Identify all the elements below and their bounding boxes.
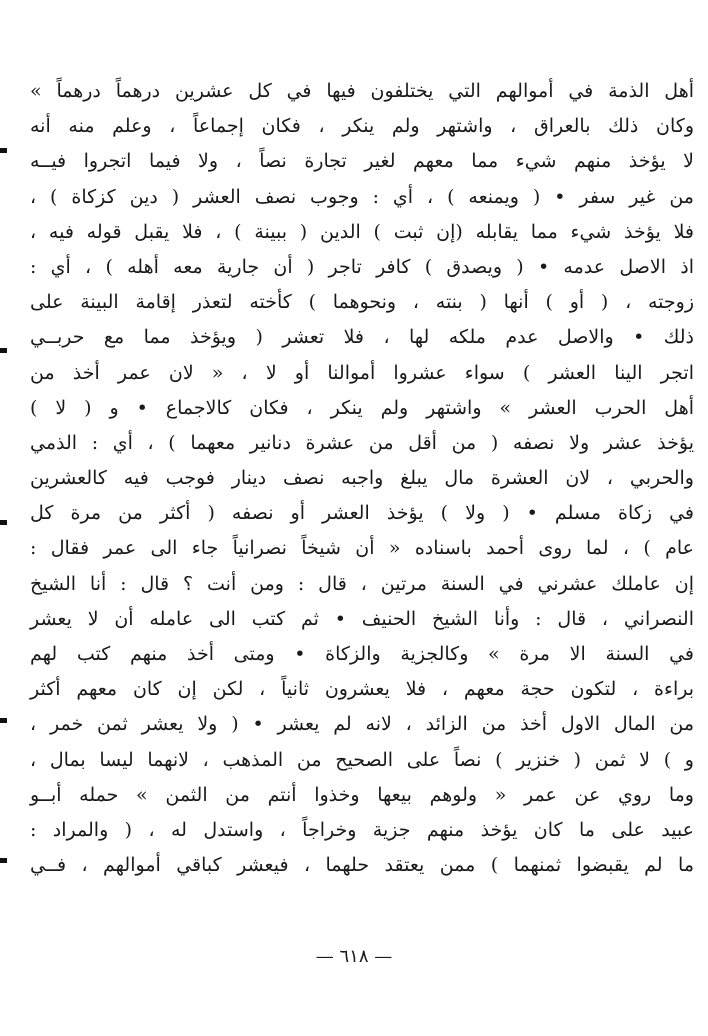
text-line-17: في السنة الا مرة » وكالجزية والزكاة • ومتى أخذ منهم كتب لهم bbox=[30, 643, 694, 665]
margin-mark bbox=[0, 348, 7, 353]
text-line-22: عبيد على ما كان يؤخذ منهم جزية وخراجاً ، واستدل له ، ( والمراد : bbox=[30, 818, 694, 841]
text-line-18: براءة ، لتكون حجة معهم ، فلا يعشرون ثانياً ، لكن إن كان معهم أكثر bbox=[30, 678, 694, 701]
text-line-8: ذلك • والاصل عدم ملكه لها ، فلا تعشر ( ويؤخذ مما مع حربــي bbox=[30, 326, 694, 349]
margin-mark bbox=[0, 858, 7, 863]
text-line-2: وكان ذلك بالعراق ، واشتهر ولم ينكر ، فكان إجماعاً ، وعلم منه أنه bbox=[30, 115, 694, 138]
text-line-5: فلا يؤخذ شيء مما يقابله (إن ثبت ) الدين ( ببينة ) ، فلا يقبل قوله فيه ، bbox=[30, 220, 694, 243]
text-line-3: لا يؤخذ منهم شيء مما معهم لغير تجارة نصاً ، ولا فيما اتجروا فيــه bbox=[30, 150, 694, 173]
text-line-16: النصراني ، قال : وأنا الشيخ الحنيف • ثم كتب الى عامله أن لا يعشر bbox=[30, 607, 694, 630]
text-line-21: وما روي عن عمر « ولوهم بيعها وخذوا أنتم من الثمن » حمله أبــو bbox=[30, 783, 694, 806]
text-line-19: من المال الاول أخذ من الزائد ، لانه لم يعشر • ( ولا يعشر ثمن خمر ، bbox=[30, 713, 694, 736]
text-line-7: زوجته ، ( أو ) أنها ( بنته ، ونحوهما ) كأخته لتعذر إقامة البينة على bbox=[30, 291, 694, 314]
page-number: — ٦١٨ — bbox=[315, 946, 393, 967]
text-line-20: و ) لا ثمن ( خنزير ) نصاً على الصحيح من المذهب ، لانهما ليسا بمال ، bbox=[30, 748, 694, 771]
text-line-11: يؤخذ عشر ولا نصفه ( من أقل من عشرة دنانير معهما ) ، أي : الذمي bbox=[30, 431, 694, 454]
margin-mark bbox=[0, 718, 7, 723]
text-line-13: في زكاة مسلم • ( ولا ) يؤخذ العشر أو نصفه ( أكثر من مرة كل bbox=[30, 502, 694, 525]
text-line-15: إن عاملك عشرني في السنة مرتين ، قال : ومن أنت ؟ قال : أنا الشيخ bbox=[30, 572, 694, 595]
text-line-14: عام ) ، لما روى أحمد باسناده « أن شيخاً نصرانياً جاء الى عمر فقال : bbox=[30, 537, 694, 560]
margin-mark bbox=[0, 148, 7, 153]
text-line-12: والحربي ، لان العشرة مال يبلغ واجبه نصف دينار فوجب فيه كالعشرين bbox=[30, 467, 694, 490]
text-line-9: اتجر الينا العشر ) سواء عشروا أموالنا أو لا ، « لان عمر أخذ من bbox=[30, 361, 694, 384]
text-line-6: اذ الاصل عدمه • ( ويصدق ) كافر تاجر ( أن جارية معه أهله ) ، أي : bbox=[30, 255, 694, 278]
text-line-4: من غير سفر • ( ويمنعه ) ، أي : وجوب نصف العشر ( دين كزكاة ) ، bbox=[30, 185, 694, 208]
body-text bbox=[30, 74, 694, 883]
text-line-1: أهل الذمة في أموالهم التي يختلفون فيها في كل عشرين درهماً درهماً » bbox=[30, 80, 694, 102]
text-line-23: ما لم يقبضوا ثمنهما ) ممن يعتقد حلهما ، فيعشر كباقي أموالهم ، فــي bbox=[30, 854, 694, 877]
text-line-10: أهل الحرب العشر » واشتهر ولم ينكر ، فكان كالاجماع • و ( لا ) bbox=[30, 396, 694, 419]
margin-mark bbox=[0, 520, 7, 525]
